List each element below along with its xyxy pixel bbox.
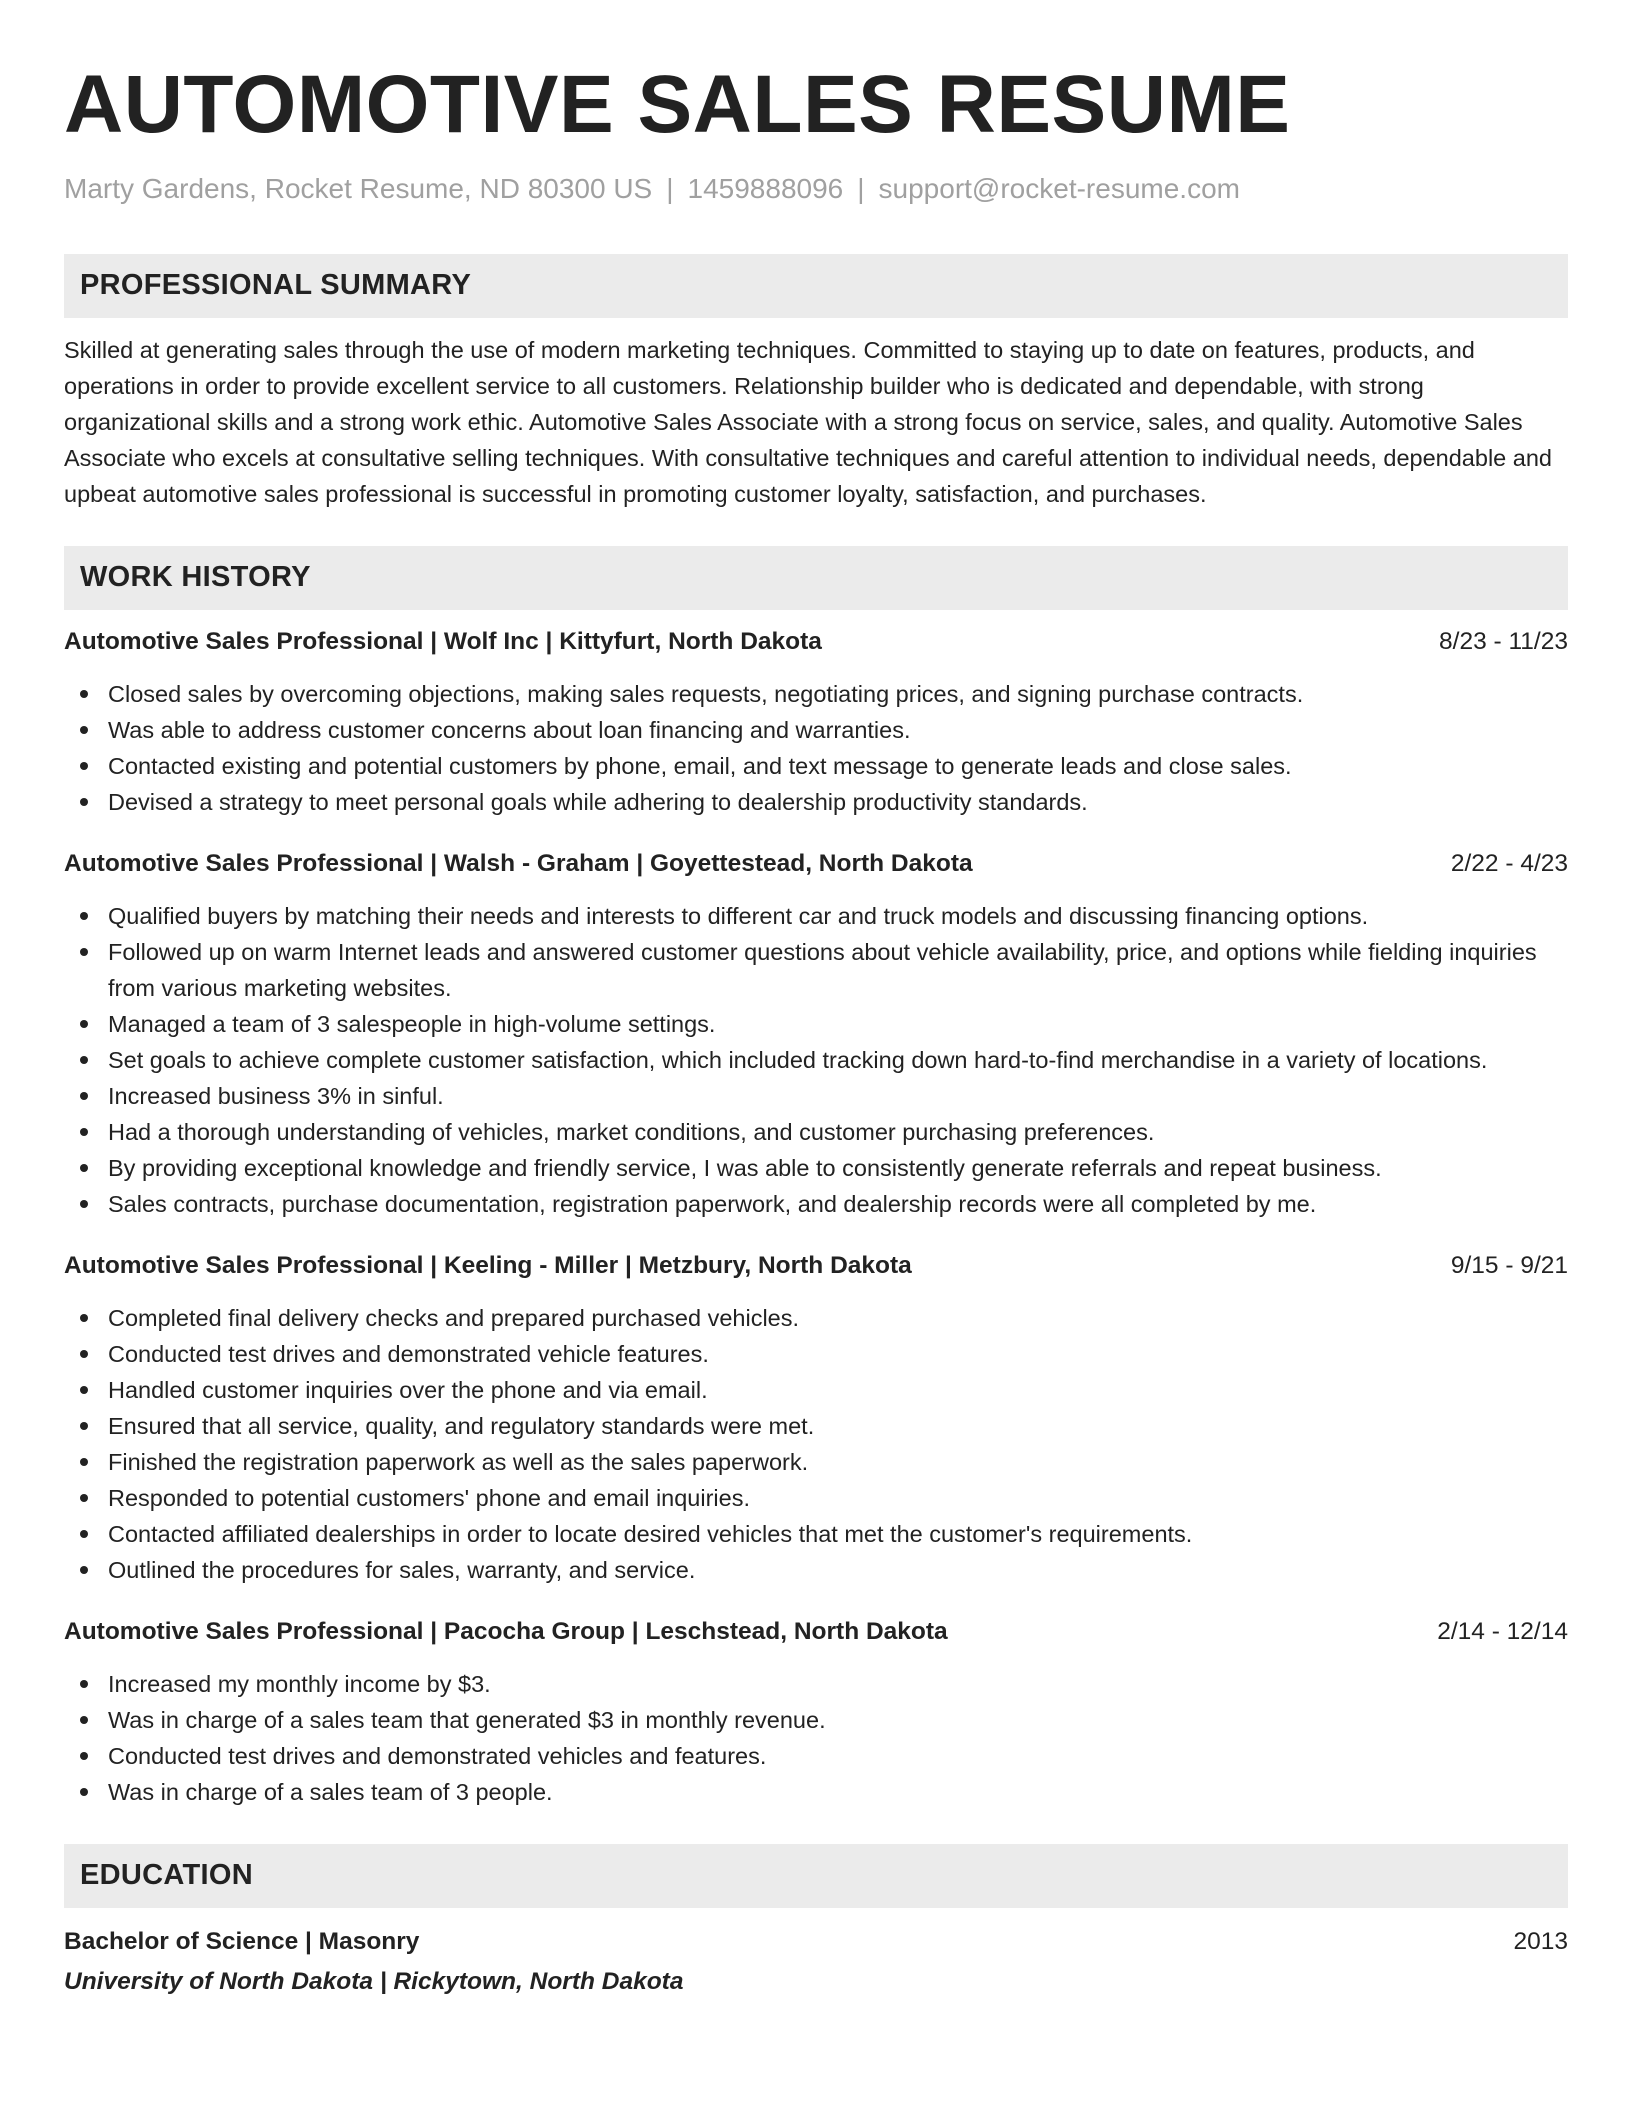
contact-separator: | (666, 173, 674, 204)
job-bullet-item (64, 1300, 1568, 1336)
bullet-icon (80, 1128, 88, 1136)
bullet-icon (80, 1422, 88, 1430)
resume-title: AUTOMOTIVE SALES RESUME (64, 59, 1291, 150)
bullet-icon (80, 1716, 88, 1724)
job-bullet-item (64, 1372, 1568, 1408)
job-bullet-text: Was able to address customer concerns about loan financing and warranties. (108, 716, 911, 743)
job-bullet-text: Was in charge of a sales team that generated $3 in monthly revenue. (108, 1706, 826, 1733)
section-header-work-history: WORK HISTORY (64, 546, 1568, 610)
education-school: University of North Dakota | Rickytown, North Dakota (64, 1967, 684, 1995)
bullet-icon (80, 1788, 88, 1796)
bullet-icon (80, 726, 88, 734)
job-entry (64, 624, 1568, 820)
job-title: Automotive Sales Professional | Wolf Inc | Kittyfurt, North Dakota (64, 627, 822, 655)
bullet-icon (80, 1350, 88, 1358)
bullet-icon (80, 1020, 88, 1028)
job-bullet-item (64, 934, 1568, 1006)
job-entry (64, 1614, 1568, 1810)
job-dates: 2/22 - 4/23 (1450, 849, 1568, 877)
job-bullet-text: Increased business 3% in sinful. (108, 1082, 444, 1109)
job-bullet-item (64, 1738, 1568, 1774)
job-bullet-text: Completed final delivery checks and prepared purchased vehicles. (108, 1304, 800, 1331)
bullet-icon (80, 1680, 88, 1688)
job-bullet-list (64, 1300, 1568, 1588)
job-bullet-text: Conducted test drives and demonstrated vehicle features. (108, 1340, 709, 1367)
job-bullet-item (64, 1552, 1568, 1588)
bullet-icon (80, 1092, 88, 1100)
job-bullet-text: Was in charge of a sales team of 3 people. (108, 1778, 553, 1805)
job-bullet-item (64, 1408, 1568, 1444)
job-bullet-text: Responded to potential customers' phone and email inquiries. (108, 1484, 750, 1511)
job-title: Automotive Sales Professional | Walsh - Graham | Goyettestead, North Dakota (64, 849, 973, 877)
bullet-icon (80, 1530, 88, 1538)
job-bullet-text: Managed a team of 3 salespeople in high-volume settings. (108, 1010, 716, 1037)
job-bullet-text: Sales contracts, purchase documentation, registration paperwork, and dealership records were all completed by me. (108, 1190, 1317, 1217)
bullet-icon (80, 1200, 88, 1208)
education-row (64, 1924, 1568, 1960)
bullet-icon (80, 1314, 88, 1322)
job-bullet-text: Handled customer inquiries over the phone and via email. (108, 1376, 708, 1403)
job-bullet-item (64, 1114, 1568, 1150)
job-bullet-text: Finished the registration paperwork as well as the sales paperwork. (108, 1448, 809, 1475)
job-bullet-item (64, 1666, 1568, 1702)
job-bullet-text: Qualified buyers by matching their needs and interests to different car and truck models and discussing financing options. (108, 902, 1369, 929)
job-bullet-list (64, 676, 1568, 820)
bullet-icon (80, 798, 88, 806)
job-bullet-text: Followed up on warm Internet leads and answered customer questions about vehicle availability, price, and options while fielding inquiries from various marketing websites. (108, 938, 1537, 1001)
job-bullet-item (64, 1042, 1568, 1078)
job-bullet-text: Contacted affiliated dealerships in order to locate desired vehicles that met the customer's requirements. (108, 1520, 1193, 1547)
work-history-list (64, 624, 1568, 1810)
contact-separator: | (857, 173, 865, 204)
job-title-row (64, 846, 1568, 882)
job-bullet-text: Had a thorough understanding of vehicles, market conditions, and customer purchasing preferences. (108, 1118, 1155, 1145)
job-bullet-item (64, 1150, 1568, 1186)
job-title-row (64, 1614, 1568, 1650)
job-bullet-list (64, 898, 1568, 1222)
contact-phone: 1459888096 (687, 173, 844, 204)
job-title-row (64, 1248, 1568, 1284)
job-bullet-item (64, 1516, 1568, 1552)
job-bullet-text: Set goals to achieve complete customer satisfaction, which included tracking down hard-to-find merchandise in a variety of locations. (108, 1046, 1488, 1073)
bullet-icon (80, 690, 88, 698)
education-degree: Bachelor of Science | Masonry (64, 1927, 420, 1955)
job-bullet-item (64, 1186, 1568, 1222)
job-bullet-item (64, 676, 1568, 712)
job-bullet-text: Conducted test drives and demonstrated vehicles and features. (108, 1742, 767, 1769)
job-bullet-item (64, 1078, 1568, 1114)
job-bullet-item (64, 784, 1568, 820)
job-bullet-item (64, 748, 1568, 784)
bullet-icon (80, 912, 88, 920)
job-bullet-list (64, 1666, 1568, 1810)
job-dates: 8/23 - 11/23 (1439, 627, 1568, 655)
bullet-icon (80, 762, 88, 770)
job-bullet-text: Increased my monthly income by $3. (108, 1670, 491, 1697)
bullet-icon (80, 1566, 88, 1574)
job-bullet-text: By providing exceptional knowledge and friendly service, I was able to consistently generate referrals and repeat business. (108, 1154, 1382, 1181)
job-bullet-text: Ensured that all service, quality, and regulatory standards were met. (108, 1412, 815, 1439)
job-bullet-text: Contacted existing and potential customers by phone, email, and text message to generate leads and close sales. (108, 752, 1292, 779)
job-bullet-item (64, 1336, 1568, 1372)
bullet-icon (80, 1494, 88, 1502)
job-bullet-item (64, 1444, 1568, 1480)
job-bullet-text: Closed sales by overcoming objections, making sales requests, negotiating prices, and signing purchase contracts. (108, 680, 1304, 707)
bullet-icon (80, 1752, 88, 1760)
summary-text: Skilled at generating sales through the use of modern marketing techniques. Committed to staying up to date on features, products, and operations in order to provide excellent service to all customers. Relationship builder who is dedicated and dependable, with strong organizational skills and a strong work ethic. Automotive Sales Associate with a strong focus on service, sales, and quality. Automotive Sales Associate who excels at consultative selling techniques. With consultative techniques and careful attention to individual needs, dependable and upbeat automotive sales professional is successful in promoting customer loyalty, satisfaction, and purchases. (64, 336, 1552, 507)
job-title: Automotive Sales Professional | Pacocha Group | Leschstead, North Dakota (64, 1617, 948, 1645)
section-header-summary: PROFESSIONAL SUMMARY (64, 254, 1568, 318)
section-header-education: EDUCATION (64, 1844, 1568, 1908)
education-year: 2013 (1513, 1927, 1568, 1955)
job-bullet-item (64, 898, 1568, 934)
job-bullet-item (64, 1702, 1568, 1738)
job-bullet-item (64, 1774, 1568, 1810)
bullet-icon (80, 1458, 88, 1466)
job-bullet-text: Outlined the procedures for sales, warranty, and service. (108, 1556, 696, 1583)
bullet-icon (80, 1164, 88, 1172)
job-entry (64, 1248, 1568, 1588)
job-dates: 9/15 - 9/21 (1450, 1251, 1568, 1279)
contact-email: support@rocket-resume.com (878, 173, 1240, 204)
contact-address: Marty Gardens, Rocket Resume, ND 80300 US (64, 173, 653, 204)
job-bullet-text: Devised a strategy to meet personal goals while adhering to dealership productivity standards. (108, 788, 1088, 815)
job-title: Automotive Sales Professional | Keeling - Miller | Metzbury, North Dakota (64, 1251, 912, 1279)
job-bullet-item (64, 1480, 1568, 1516)
contact-line (64, 172, 1568, 206)
bullet-icon (80, 948, 88, 956)
job-entry (64, 846, 1568, 1222)
job-bullet-item (64, 1006, 1568, 1042)
bullet-icon (80, 1056, 88, 1064)
job-dates: 2/14 - 12/14 (1437, 1617, 1568, 1645)
job-bullet-item (64, 712, 1568, 748)
bullet-icon (80, 1386, 88, 1394)
job-title-row (64, 624, 1568, 660)
